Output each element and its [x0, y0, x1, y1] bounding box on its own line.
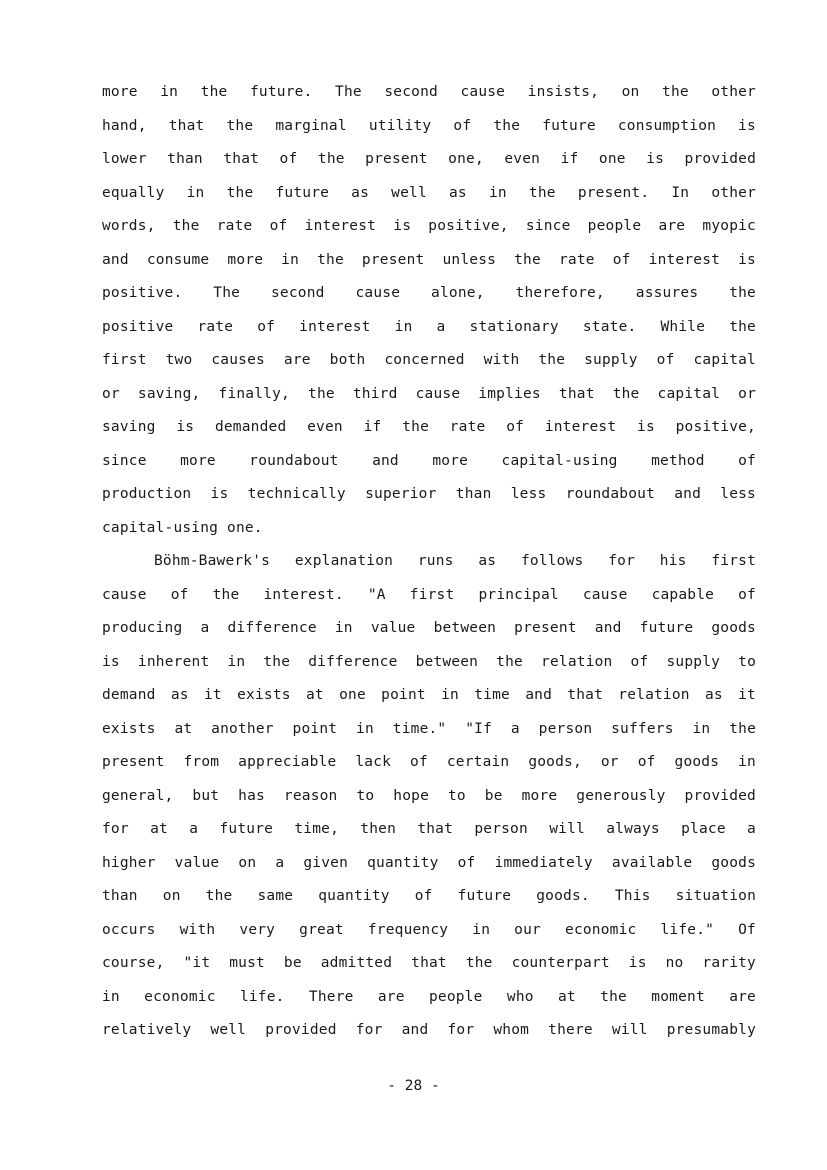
text-line: than on the same quantity of future goods. This situation — [102, 888, 756, 904]
text-line: and consume more in the present unless the rate of interest is — [102, 251, 756, 268]
text-line: demand as it exists at one point in time and that relation as it — [102, 687, 756, 703]
text-line: is inherent in the difference between the relation of supply to — [102, 653, 756, 670]
text-line: since more roundabout and more capital-using method of — [102, 452, 756, 469]
body-text — [102, 78, 756, 1050]
text-line: first two causes are both concerned with the supply of capital — [102, 352, 756, 368]
text-line: relatively well provided for and for whom there will presumably — [102, 1022, 756, 1038]
text-line: in economic life. There are people who at the moment are — [102, 988, 756, 1005]
text-line: production is technically superior than less roundabout and less — [102, 486, 756, 502]
text-line: saving is demanded even if the rate of interest is positive, — [102, 419, 756, 435]
text-line: course, "it must be admitted that the counterpart is no rarity — [102, 955, 756, 971]
text-line: lower than that of the present one, even if one is provided — [102, 151, 756, 167]
text-line: words, the rate of interest is positive, since people are myopic — [102, 218, 756, 234]
text-line: capital-using one. — [102, 519, 263, 536]
text-line: cause of the interest. "A first principal cause capable of — [102, 586, 756, 603]
text-line: exists at another point in time." "If a person suffers in the — [102, 720, 756, 737]
text-line: occurs with very great frequency in our economic life." Of — [102, 921, 756, 938]
text-line: hand, that the marginal utility of the future consumption is — [102, 117, 756, 134]
page-number: - 28 - — [387, 1078, 440, 1094]
text-line: producing a difference in value between present and future goods — [102, 620, 756, 636]
text-line: more in the future. The second cause insists, on the other — [102, 84, 756, 100]
text-line: higher value on a given quantity of immediately available goods — [102, 854, 756, 871]
text-line: general, but has reason to hope to be more generously provided — [102, 787, 756, 804]
text-line: equally in the future as well as in the present. In other — [102, 184, 756, 201]
text-line: for at a future time, then that person will always place a — [102, 821, 756, 837]
text-line: present from appreciable lack of certain goods, or of goods in — [102, 754, 756, 770]
text-line: Böhm-Bawerk's explanation runs as follows for his first — [154, 553, 756, 569]
text-line: or saving, finally, the third cause implies that the capital or — [102, 385, 756, 402]
text-line: positive rate of interest in a stationary state. While the — [102, 318, 756, 335]
text-line: positive. The second cause alone, therefore, assures the — [102, 285, 756, 301]
